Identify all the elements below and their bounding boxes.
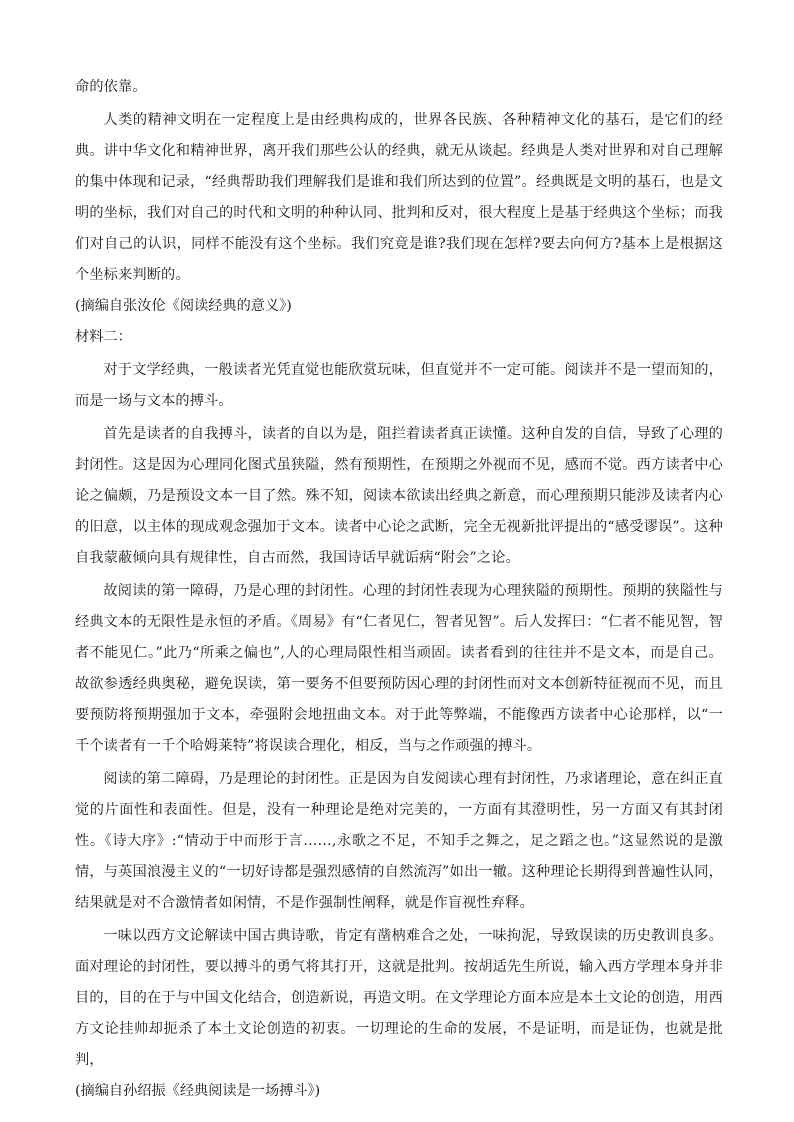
- paragraph-classics-civilization: 人类的精神文明在一定程度上是由经典构成的，世界各民族、各种精神文化的基石，是它们的经典。讲中华文化和精神世界，离开我们那些公认的经典，就无从谈起。经典是人类对世界和对自己理解的集中体现和记录，“经典帮助我们理解我们是谁和我们所达到的位置”。经典既是文明的基石，也是文明的坐标，我们对自己的时代和文明的种种认同、批判和反对，很大程度上是基于经典这个坐标；而我们对自己的认识，同样不能没有这个坐标。我们究竟是谁?我们现在怎样?要去向何方?基本上是根据这个坐标来判断的。: [75, 112, 723, 283]
- paragraph-continuation: 命的依靠。: [75, 79, 147, 95]
- paragraph-literary-classics: 对于文学经典，一般读者光凭直觉也能欣赏玩味，但直觉并不一定可能。阅读并不是一望而知的，而是一场与文本的搏斗。: [75, 362, 723, 409]
- paragraph-second-obstacle: 阅读的第二障碍，乃是理论的封闭性。正是因为自发阅读心理有封闭性，乃求诸理论，意在纠正直觉的片面性和表面性。但是，没有一种理论是绝对完美的，一方面有其澄明性，另一方面又有其封闭性。《诗大序》:“情动于中而形于言……,永歌之不足，不知手之舞之，足之蹈之也。”这显然说的是激情，与英国浪漫主义的“一切好诗都是强烈感情的自然流泻”如出一辙。这种理论长期得到普遍性认同，结果就是对不合激情者如闲情，不是作强制性阐释，就是作盲视性弃释。: [75, 771, 723, 911]
- source-citation-2: (摘编自孙绍振《经典阅读是一场搏斗》): [75, 1083, 321, 1099]
- paragraph-self-struggle: 首先是读者的自我搏斗，读者的自以为是，阻拦着读者真正读懂。这种自发的自信，导致了心理的封闭性。这是因为心理同化图式虽狭隘，然有预期性，在预期之外视而不见，感而不觉。西方读者中心论之偏颇，乃是预设文本一目了然。殊不知，阅读本欲读出经典之新意，而心理预期只能涉及读者内心的旧意，以主体的现成观念强加于文本。读者中心论之武断，完全无视新批评提出的“感受谬误”。这种自我蒙蔽倾向具有规律性，自古而然，我国诗话早就诟病“附会”之论。: [75, 426, 723, 566]
- document-page: [75, 72, 723, 1107]
- paragraph-western-theory: 一味以西方文论解读中国古典诗歌，肯定有凿枘难合之处，一味拘泥，导致误读的历史教训良多。面对理论的封闭性，要以搏斗的勇气将其打开，这就是批判。按胡适先生所说，输入西方学理本身并非目的，目的在于与中国文化结合，创造新说，再造文明。在文学理论方面本应是本土文论的创造，用西方文论挂帅却扼杀了本土文论创造的初衷。一切理论的生命的发展，不是证明，而是证伪，也就是批判，: [75, 928, 723, 1068]
- paragraph-first-obstacle: 故阅读的第一障碍，乃是心理的封闭性。心理的封闭性表现为心理狭隘的预期性。预期的狭隘性与经典文本的无限性是永恒的矛盾。《周易》有“仁者见仁，智者见智”。后人发挥曰：“仁者不能见智，智者不能见仁。”此乃“所乘之偏也”,人的心理局限性相当顽固。读者看到的往往并不是文本，而是自己。故欲参透经典奥秘，避免误读，第一要务不但要预防因心理的封闭性而对文本创新特征视而不见，而且要预防将预期强加于文本，牵强附会地扭曲文本。对于此等弊端，不能像西方读者中心论那样，以“一千个读者有一千个哈姆莱特”将误读合理化，相反，当与之作顽强的搏斗。: [75, 583, 723, 754]
- source-citation-1: (摘编自张汝伦《阅读经典的意义》): [75, 298, 292, 314]
- material-two-label: 材料二：: [75, 329, 132, 345]
